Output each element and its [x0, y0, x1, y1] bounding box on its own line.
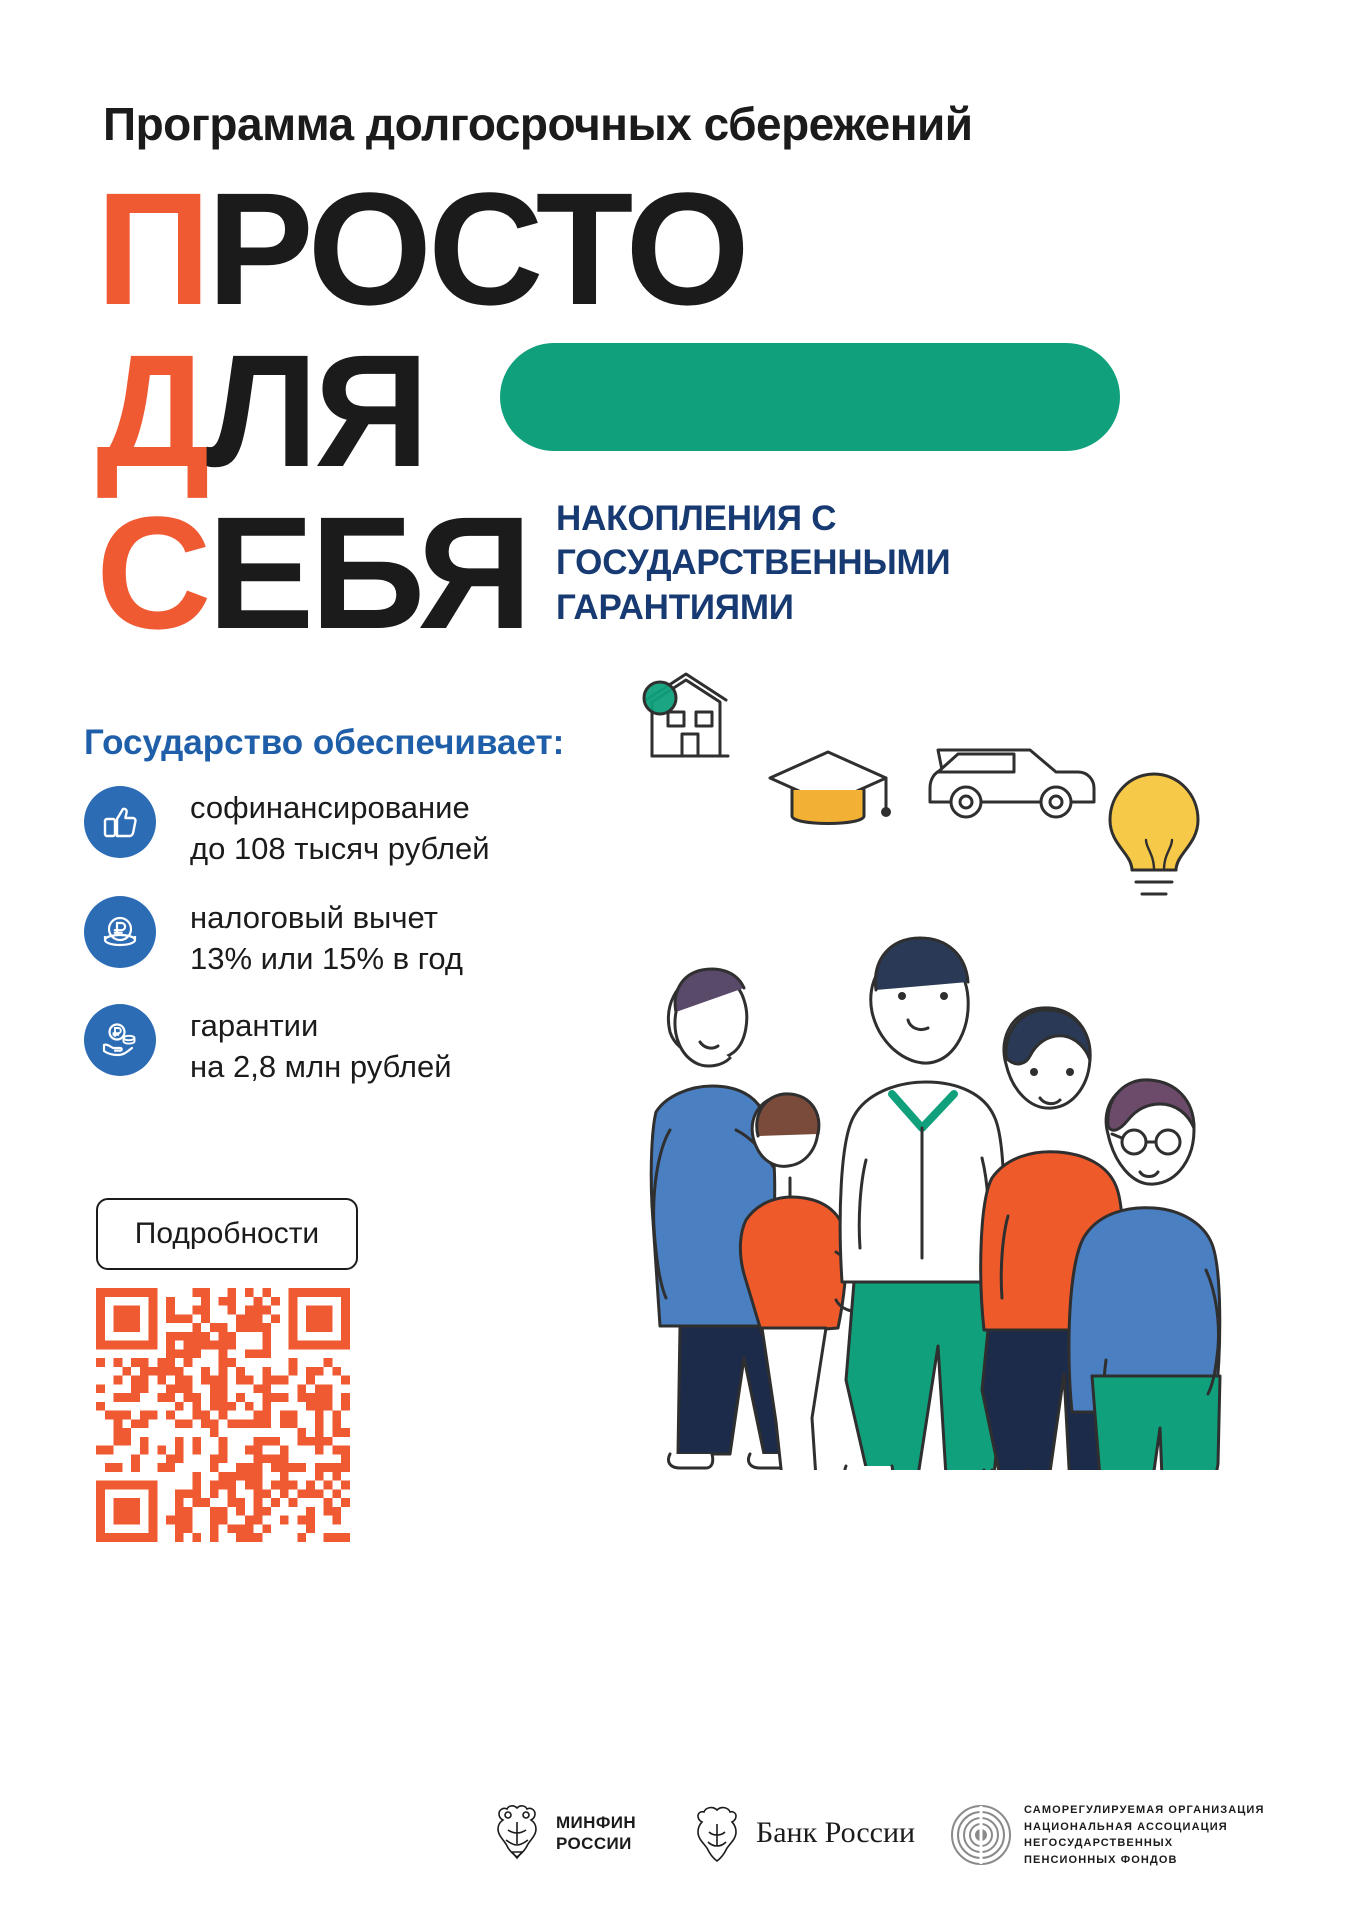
logo-napf-label [1024, 1802, 1264, 1868]
benefit-text [190, 1006, 452, 1088]
details-button[interactable]: Подробности [96, 1198, 358, 1270]
hand-with-coins-icon [84, 1004, 156, 1076]
qr-code[interactable] [96, 1288, 350, 1542]
double-headed-eagle-icon [490, 1802, 544, 1864]
headline-accent-3: С [96, 483, 208, 662]
benefits-heading: Государство обеспечивает: [84, 723, 565, 762]
headline-word-2 [96, 321, 426, 500]
person-father-center [840, 938, 1004, 1470]
logo-minfin-line2: РОССИИ [556, 1834, 632, 1853]
logo-napf-line2: НАЦИОНАЛЬНАЯ АССОЦИАЦИЯ [1024, 1820, 1228, 1833]
footer-logos [0, 1790, 1363, 1900]
benefit-line-2: до 108 тысяч рублей [190, 830, 490, 866]
logo-minfin-line1: МИНФИН [556, 1812, 637, 1832]
benefit-line-1: налоговый вычет [190, 900, 438, 935]
headline-accent-2: Д [96, 321, 206, 500]
benefit-line-2: на 2,8 млн рублей [190, 1048, 452, 1084]
headline-line-2 [96, 321, 816, 500]
logo-napf-line4: ПЕНСИОННЫХ ФОНДОВ [1024, 1853, 1178, 1866]
benefit-item-guarantees [84, 1004, 524, 1090]
logo-bank-rossii [690, 1802, 915, 1864]
headline-line-1 [96, 159, 816, 338]
logo-napf-line3: НЕГОСУДАРСТВЕННЫХ [1024, 1837, 1174, 1849]
cbr-eagle-icon [690, 1802, 744, 1864]
headline-rest-1: РОСТО [207, 159, 746, 338]
logo-napf-line1: САМОРЕГУЛИРУЕМАЯ ОРГАНИЗАЦИЯ [1024, 1804, 1265, 1816]
spiral-fingerprint-icon [950, 1804, 1012, 1866]
light-bulb-icon [1110, 774, 1198, 894]
ruble-coin-icon [84, 896, 156, 968]
benefit-line-2: 13% или 15% в год [190, 940, 464, 976]
house-icon [644, 674, 728, 756]
thumbs-up-icon [84, 786, 156, 858]
headline-word-1 [96, 159, 746, 338]
headline-rest-2: ЛЯ [205, 321, 426, 500]
benefit-text [190, 788, 490, 870]
benefit-line-1: софинансирование [190, 790, 470, 825]
benefit-item-cofinancing [84, 786, 524, 872]
headline-rest-3: ЕБЯ [207, 483, 529, 662]
headline-accent-1: П [96, 159, 207, 338]
graduation-cap-icon [770, 752, 891, 824]
benefit-text [190, 898, 463, 980]
logo-minfin [490, 1802, 636, 1864]
logo-bank-rossii-label: Банк России [756, 1816, 916, 1850]
program-subtitle: Программа долгосрочных сбережений [103, 98, 973, 150]
logo-napf [950, 1802, 1264, 1868]
headline-word-3 [96, 483, 529, 662]
benefit-line-1: гарантии [190, 1008, 319, 1043]
person-grandmother [1069, 1080, 1220, 1470]
logo-minfin-label [556, 1812, 636, 1855]
car-icon [930, 750, 1094, 817]
tagline: НАКОПЛЕНИЯ С ГОСУДАРСТВЕННЫМИ ГАРАНТИЯМИ [556, 499, 951, 627]
family-illustration [640, 660, 1340, 1470]
benefit-item-tax-deduction [84, 896, 524, 982]
